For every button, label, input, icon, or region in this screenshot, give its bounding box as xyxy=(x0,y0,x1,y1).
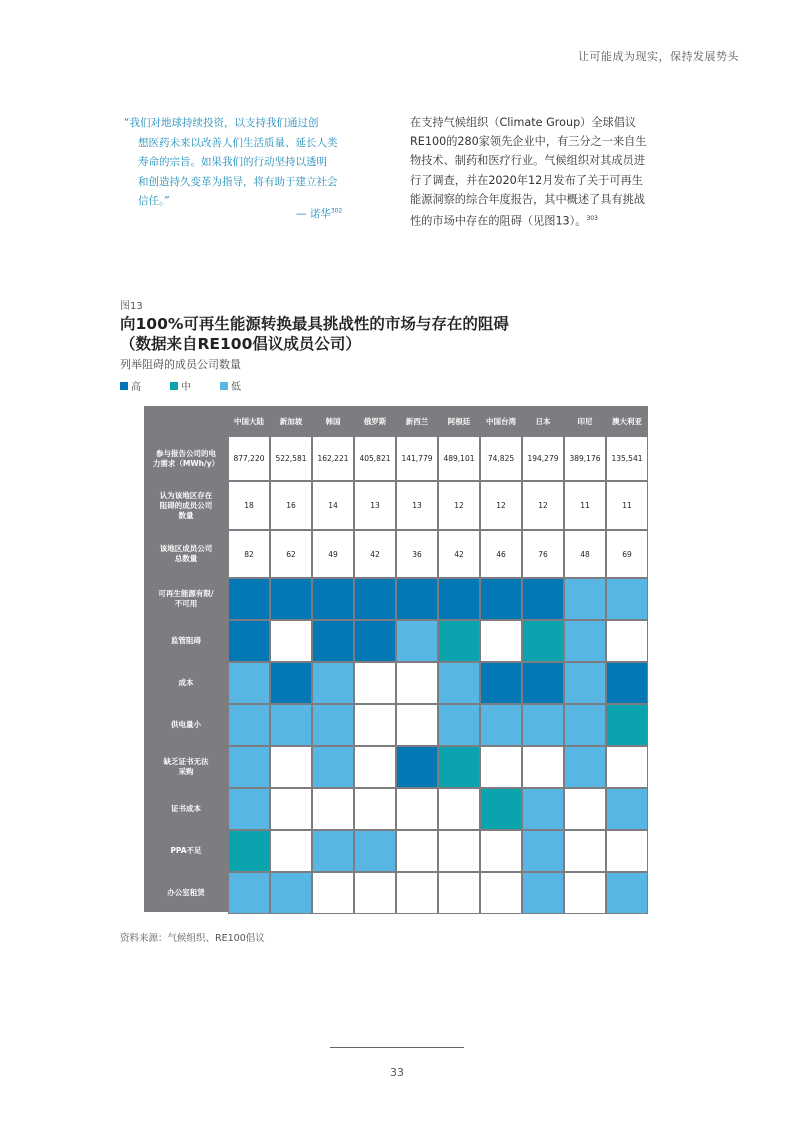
barrier-cell xyxy=(606,578,648,620)
barrier-cell xyxy=(480,830,522,872)
barrier-cell xyxy=(480,704,522,746)
barrier-cell xyxy=(312,662,354,704)
barrier-cell xyxy=(480,872,522,914)
barrier-cell xyxy=(564,578,606,620)
legend-item-medium xyxy=(170,378,220,393)
barrier-cell xyxy=(354,620,396,662)
table-cell: 135,541 xyxy=(606,436,648,481)
table-cell: 11 xyxy=(606,481,648,530)
row-header-text xyxy=(160,544,213,564)
body-line: 物技术、制药和医疗行业。气候组织对其成员进 xyxy=(410,154,645,168)
barrier-cell xyxy=(606,746,648,788)
barrier-cell xyxy=(480,662,522,704)
barrier-cell xyxy=(354,788,396,830)
row-header xyxy=(144,872,228,914)
barrier-cell xyxy=(564,746,606,788)
table-cell: 36 xyxy=(396,530,438,578)
table-cell: 49 xyxy=(312,530,354,578)
column-header: 韩国 xyxy=(325,416,341,426)
barrier-cell xyxy=(312,704,354,746)
table-cell: 48 xyxy=(564,530,606,578)
body-footnote-ref: 303 xyxy=(586,215,598,223)
table-cell: 82 xyxy=(228,530,270,578)
row-header-text xyxy=(167,888,205,898)
barrier-cell xyxy=(270,746,312,788)
barrier-cell xyxy=(270,704,312,746)
legend-label: 高 xyxy=(131,382,141,393)
legend-item-high xyxy=(120,378,170,393)
barrier-cell xyxy=(438,872,480,914)
barrier-cell xyxy=(522,830,564,872)
row-header-line: 阻碍的成员公司 xyxy=(159,500,213,510)
pull-quote xyxy=(124,114,364,212)
barrier-cell xyxy=(480,578,522,620)
body-line-text: 性的市场中存在的阻碍（见图13）。 xyxy=(410,214,587,228)
table-cell: 42 xyxy=(438,530,480,578)
figure-source: 资料来源：气候组织、RE100倡议 xyxy=(120,933,265,944)
row-header xyxy=(144,530,228,578)
barrier-cell xyxy=(480,788,522,830)
row-header-line: 采购 xyxy=(178,767,194,776)
body-line: 行了调查，并在2020年12月发布了关于可再生 xyxy=(410,173,643,187)
barrier-cell xyxy=(606,788,648,830)
barrier-cell xyxy=(438,704,480,746)
legend-swatch xyxy=(120,382,128,390)
row-header-line: 数量 xyxy=(178,510,194,520)
table-cell: 489,101 xyxy=(438,436,480,481)
table-cell: 13 xyxy=(354,481,396,530)
row-header-text xyxy=(164,757,209,777)
table-cell: 62 xyxy=(270,530,312,578)
barrier-cell xyxy=(354,830,396,872)
column-header: 印尼 xyxy=(577,416,593,426)
row-header-text xyxy=(158,589,213,609)
legend-label: 低 xyxy=(231,382,241,393)
column-header: 阿根廷 xyxy=(447,416,471,426)
column-header: 中国大陆 xyxy=(234,416,264,426)
row-header xyxy=(144,830,228,872)
barrier-cell xyxy=(312,830,354,872)
barrier-cell xyxy=(396,578,438,620)
quote-line: 信任。” xyxy=(138,195,170,207)
barrier-cell xyxy=(354,746,396,788)
barrier-cell xyxy=(396,872,438,914)
barrier-cell xyxy=(396,704,438,746)
barrier-cell xyxy=(228,788,270,830)
legend-item-low xyxy=(220,378,270,393)
table-cell: 18 xyxy=(228,481,270,530)
barrier-cell xyxy=(564,662,606,704)
barrier-cell xyxy=(522,872,564,914)
barrier-cell xyxy=(270,578,312,620)
barrier-cell xyxy=(270,872,312,914)
legend-swatch xyxy=(220,382,228,390)
column-header: 新西兰 xyxy=(405,416,429,426)
table-cell: 877,220 xyxy=(228,436,270,481)
quote-attribution xyxy=(296,206,342,221)
page-number: 33 xyxy=(390,1066,404,1079)
barrier-cell xyxy=(606,830,648,872)
row-header-text xyxy=(171,636,201,646)
table-cell: 11 xyxy=(564,481,606,530)
barrier-cell xyxy=(522,788,564,830)
barrier-cell xyxy=(312,872,354,914)
table-cell: 141,779 xyxy=(396,436,438,481)
row-header-line: 可再生能源有限/ xyxy=(158,589,214,598)
row-header xyxy=(144,436,228,481)
barrier-cell xyxy=(354,872,396,914)
body-line: RE100的280家领先企业中，有三分之一来自生 xyxy=(410,135,647,149)
barrier-cell xyxy=(438,662,480,704)
barrier-cell xyxy=(480,620,522,662)
table-cell: 12 xyxy=(522,481,564,530)
figure-title-line: 向100%可再生能源转换最具挑战性的市场与存在的阻碍 xyxy=(120,315,509,333)
row-header xyxy=(144,620,228,662)
row-header-line: 不可用 xyxy=(174,599,198,608)
row-header-line: 力需求（MWh/y） xyxy=(152,458,220,468)
legend xyxy=(120,378,270,393)
row-header-line: 缺乏证书无法 xyxy=(163,757,209,766)
table-cell: 76 xyxy=(522,530,564,578)
barrier-cell xyxy=(522,578,564,620)
figure-label: 图13 xyxy=(120,301,143,312)
row-header-text xyxy=(153,449,219,469)
barrier-cell xyxy=(522,620,564,662)
row-header-line: 供电量小 xyxy=(171,720,201,729)
barrier-cell xyxy=(522,746,564,788)
barrier-cell xyxy=(270,662,312,704)
barrier-cell xyxy=(606,872,648,914)
table-cell: 194,279 xyxy=(522,436,564,481)
barrier-cell xyxy=(396,788,438,830)
figure-title xyxy=(120,314,509,354)
row-header xyxy=(144,788,228,830)
row-header-line: 成本 xyxy=(178,678,194,687)
body-line: 能源洞察的综合年度报告，其中概述了具有挑战 xyxy=(410,192,645,206)
barrier-cell xyxy=(438,578,480,620)
table-cell: 13 xyxy=(396,481,438,530)
legend-swatch xyxy=(170,382,178,390)
barrier-cell xyxy=(606,662,648,704)
row-header-text xyxy=(179,678,194,688)
barrier-cell xyxy=(228,662,270,704)
barrier-cell xyxy=(228,578,270,620)
barrier-cell xyxy=(312,620,354,662)
barrier-cell xyxy=(438,620,480,662)
row-header-text xyxy=(171,720,201,730)
barrier-cell xyxy=(312,746,354,788)
barrier-cell xyxy=(564,872,606,914)
barrier-cell xyxy=(522,662,564,704)
barrier-cell xyxy=(354,704,396,746)
row-header-line: 参与报告公司的电 xyxy=(156,448,216,458)
barrier-cell xyxy=(396,746,438,788)
barrier-cell xyxy=(270,830,312,872)
column-header: 俄罗斯 xyxy=(363,416,387,426)
table-cell: 12 xyxy=(480,481,522,530)
row-header xyxy=(144,578,228,620)
barrier-cell xyxy=(606,704,648,746)
row-header-line: 总数量 xyxy=(174,554,198,563)
barrier-matrix xyxy=(144,406,648,912)
row-header-line: 办公室租赁 xyxy=(167,888,205,897)
barrier-cell xyxy=(228,620,270,662)
legend-label: 中 xyxy=(181,382,191,393)
row-header-line: 监管阻碍 xyxy=(171,636,201,645)
barrier-cell xyxy=(564,830,606,872)
barrier-cell xyxy=(606,620,648,662)
row-header-text xyxy=(160,491,213,521)
quote-line: “我们对地球持续投资，以支持我们通过创 xyxy=(124,117,319,129)
quote-line: 和创造持久变革为指导，将有助于建立社会 xyxy=(138,175,338,188)
barrier-cell xyxy=(396,620,438,662)
quote-footnote-ref: 302 xyxy=(330,207,343,215)
barrier-cell xyxy=(228,830,270,872)
row-header-line: 认为该地区存在 xyxy=(159,490,213,500)
row-header xyxy=(144,662,228,704)
column-header: 中国台湾 xyxy=(486,416,516,426)
barrier-cell xyxy=(564,620,606,662)
barrier-cell xyxy=(396,662,438,704)
table-cell: 46 xyxy=(480,530,522,578)
quote-line: 寿命的宗旨。如果我们的行动坚持以透明 xyxy=(138,156,327,168)
row-header-text xyxy=(171,804,201,814)
table-cell: 69 xyxy=(606,530,648,578)
barrier-cell xyxy=(564,788,606,830)
row-header-line: 证书成本 xyxy=(171,804,201,813)
barrier-cell xyxy=(354,578,396,620)
section-header: 让可能成为现实，保持发展势头 xyxy=(578,50,739,63)
table-cell: 16 xyxy=(270,481,312,530)
barrier-cell xyxy=(312,578,354,620)
table-cell: 389,176 xyxy=(564,436,606,481)
row-header-line: 该地区成员公司 xyxy=(159,544,213,553)
table-cell: 12 xyxy=(438,481,480,530)
table-cell: 405,821 xyxy=(354,436,396,481)
table-cell: 162,221 xyxy=(312,436,354,481)
row-header xyxy=(144,481,228,530)
row-header-text xyxy=(170,846,201,856)
barrier-cell xyxy=(480,746,522,788)
row-header xyxy=(144,746,228,788)
quote-line: 想医药未来以改善人们生活质量、延长人类 xyxy=(138,136,338,149)
barrier-cell xyxy=(228,872,270,914)
column-header: 新加坡 xyxy=(279,416,303,426)
barrier-cell xyxy=(354,662,396,704)
table-cell: 74,825 xyxy=(480,436,522,481)
row-header-line: PPA不足 xyxy=(170,846,202,855)
barrier-cell xyxy=(438,788,480,830)
row-header xyxy=(144,704,228,746)
barrier-cell xyxy=(312,788,354,830)
table-cell: 42 xyxy=(354,530,396,578)
barrier-cell xyxy=(396,830,438,872)
barrier-cell xyxy=(228,704,270,746)
barrier-cell xyxy=(522,704,564,746)
barrier-cell xyxy=(564,704,606,746)
figure-title-line: （数据来自RE100倡议成员公司） xyxy=(120,335,361,353)
column-header: 日本 xyxy=(535,416,551,426)
body-paragraph xyxy=(410,113,700,231)
table-cell: 14 xyxy=(312,481,354,530)
barrier-cell xyxy=(438,746,480,788)
barrier-cell xyxy=(270,620,312,662)
table-cell: 522,581 xyxy=(270,436,312,481)
column-header: 澳大利亚 xyxy=(612,416,642,426)
barrier-cell xyxy=(228,746,270,788)
body-line: 在支持气候组织（Climate Group）全球倡议 xyxy=(410,116,637,129)
barrier-cell xyxy=(270,788,312,830)
body-line xyxy=(410,209,700,231)
barrier-cell xyxy=(438,830,480,872)
quote-attribution-text: — 诺华 xyxy=(296,208,331,220)
figure-subtitle: 列举阻碍的成员公司数量 xyxy=(120,358,241,371)
footer-divider xyxy=(330,1047,464,1048)
